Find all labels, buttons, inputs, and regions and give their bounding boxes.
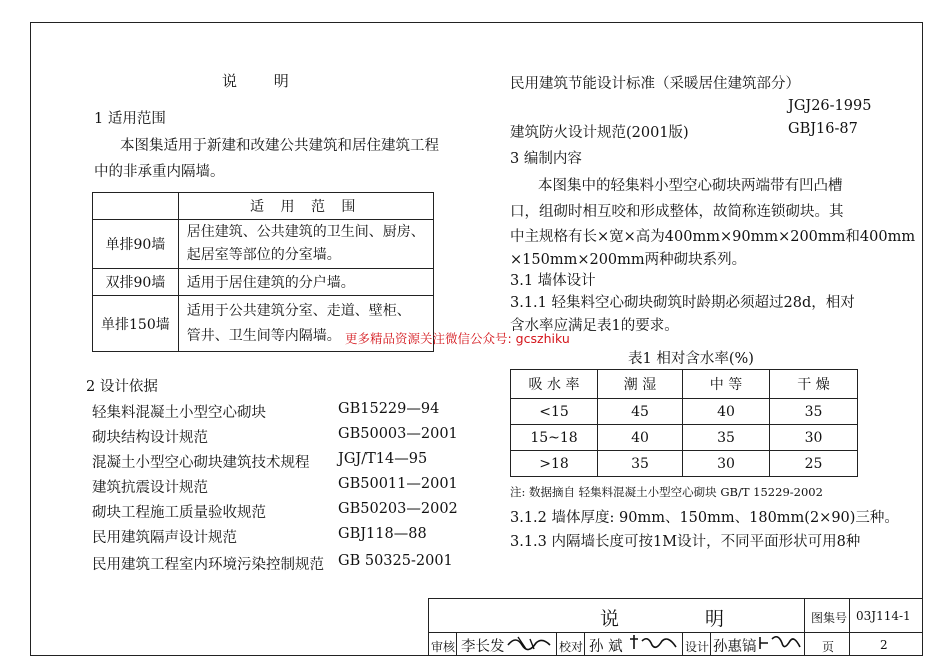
review-name: 李长发 <box>461 639 505 655</box>
section3-heading: 3 编制内容 <box>510 151 582 167</box>
review-signature-icon <box>506 633 554 653</box>
page-title: 说 明 <box>222 72 305 90</box>
moisture-table-header-row <box>511 370 858 399</box>
list-item: 砌块结构设计规范 <box>92 430 208 446</box>
list-item-code: GB 50325-2001 <box>338 553 453 569</box>
proof-name: 孙 斌 <box>589 639 623 655</box>
list-item-code: GB50203—2002 <box>338 501 458 517</box>
section1-heading: 1 适用范围 <box>94 111 166 127</box>
scope-row-desc-line: 起居室等部位的分室墙。 <box>186 247 341 263</box>
table-row <box>511 399 858 425</box>
title-block-divider <box>456 632 457 656</box>
moisture-cell: 40 <box>598 425 683 451</box>
scope-row-desc-line: 适用于公共建筑分室、走道、壁柜、 <box>186 302 411 319</box>
title-block-title: 说 明 <box>600 608 765 630</box>
scope-table-header: 适 用 范 围 <box>178 193 433 220</box>
subsection-3-1-heading: 3.1 墙体设计 <box>510 273 596 289</box>
list-item: 民用建筑隔声设计规范 <box>92 530 237 546</box>
section1-line2: 中的非承重内隔墙。 <box>94 164 225 180</box>
moisture-table-note: 注: 数据摘自 轻集料混凝土小型空心砌块 GB/T 15229-2002 <box>510 485 823 499</box>
list-item-code: GB15229—94 <box>338 401 440 417</box>
review-label: 审核 <box>431 640 456 654</box>
clause-3-1-3: 3.1.3 内隔墙长度可按1M设计，不同平面形状可用8种 <box>510 534 861 550</box>
moisture-cell: 35 <box>683 425 770 451</box>
clause-3-1-1-line: 3.1.1 轻集料空心砌块砌筑时龄期必须超过28d，相对 <box>510 295 855 311</box>
moisture-cell: 45 <box>598 399 683 425</box>
list-item-code: GBJ118—88 <box>338 526 427 542</box>
table-row <box>511 451 858 477</box>
atlas-number-label: 图集号 <box>811 611 848 625</box>
moisture-cell: >18 <box>511 451 598 477</box>
title-block-divider <box>849 598 850 656</box>
standard-2-code: GBJ16-87 <box>788 121 858 137</box>
section3-para-line: 本图集中的轻集料小型空心砌块两端带有凹凸槽 <box>538 178 843 194</box>
scope-table <box>92 192 434 352</box>
scope-row-desc <box>178 220 433 269</box>
scope-row-name: 双排90墙 <box>93 269 179 296</box>
list-item-code: JGJ/T14—95 <box>338 451 428 467</box>
section3-para-line: 中主规格有长×宽×高为400mm×90mm×200mm和400mm <box>510 229 916 245</box>
page-label: 页 <box>822 640 835 654</box>
moisture-table <box>510 369 858 477</box>
design-name: 孙惠镐 <box>713 639 757 655</box>
title-block-divider <box>682 632 683 656</box>
design-signature-icon <box>758 633 802 653</box>
title-block-divider <box>556 632 557 656</box>
moisture-cell: 15~18 <box>511 425 598 451</box>
scope-row-desc: 适用于居住建筑的分户墙。 <box>178 269 433 296</box>
design-label: 设计 <box>685 640 710 654</box>
clause-3-1-1-line: 含水率应满足表1的要求。 <box>510 318 679 334</box>
moisture-table-title: 表1 相对含水率(%) <box>628 351 754 367</box>
section3-para-line: ×150mm×200mm两种砌块系列。 <box>510 252 747 268</box>
table-row <box>93 220 434 269</box>
moisture-cell: <15 <box>511 399 598 425</box>
moisture-cell: 35 <box>598 451 683 477</box>
scope-row-desc-line: 居住建筑、公共建筑的卫生间、厨房、 <box>186 224 425 240</box>
standard-1-code: JGJ26-1995 <box>788 98 872 114</box>
page-number: 2 <box>880 638 888 652</box>
list-item: 建筑抗震设计规范 <box>92 480 208 496</box>
list-item: 轻集料混凝土小型空心砌块 <box>92 405 266 421</box>
table-row <box>511 425 858 451</box>
proof-signature-icon <box>628 633 680 653</box>
scope-row-name: 单排90墙 <box>93 220 179 269</box>
moisture-cell: 35 <box>770 399 858 425</box>
list-item: 砌块工程施工质量验收规范 <box>92 505 266 521</box>
scope-row-name: 单排150墙 <box>93 296 179 352</box>
title-block-divider <box>804 598 805 656</box>
proof-label: 校对 <box>559 640 584 654</box>
title-block-divider <box>584 632 585 656</box>
moisture-cell: 40 <box>683 399 770 425</box>
section3-para-line: 口，组砌时相互咬和形成整体，故简称连锁砌块。其 <box>510 204 844 220</box>
moisture-header-cell: 潮 湿 <box>598 370 683 399</box>
list-item-code: GB50003—2001 <box>338 426 458 442</box>
section2-heading: 2 设计依据 <box>86 379 158 395</box>
moisture-header-cell: 吸 水 率 <box>511 370 598 399</box>
atlas-number-value: 03J114-1 <box>856 609 911 623</box>
moisture-cell: 30 <box>683 451 770 477</box>
title-block-divider <box>710 632 711 656</box>
moisture-cell: 25 <box>770 451 858 477</box>
table-row <box>93 269 434 296</box>
list-item-code: GB50011—2001 <box>338 476 458 492</box>
list-item: 民用建筑工程室内环境污染控制规范 <box>92 557 324 573</box>
section1-line1: 本图集适用于新建和改建公共建筑和居住建筑工程 <box>120 138 439 154</box>
list-item: 混凝土小型空心砌块建筑技术规程 <box>92 455 310 471</box>
moisture-header-cell: 干 燥 <box>770 370 858 399</box>
scope-table-header-row <box>93 193 434 220</box>
moisture-cell: 30 <box>770 425 858 451</box>
moisture-header-cell: 中 等 <box>683 370 770 399</box>
standard-2-name: 建筑防火设计规范(2001版) <box>510 125 689 141</box>
clause-3-1-2: 3.1.2 墙体厚度: 90mm、150mm、180mm(2×90)三种。 <box>510 510 899 526</box>
watermark-text: 更多精品资源关注微信公众号: gcszhiku <box>345 331 570 346</box>
scope-table-corner <box>93 193 179 220</box>
scope-row-desc-line: 管井、卫生间等内隔墙。 <box>186 327 341 344</box>
standard-1-name: 民用建筑节能设计标准（采暖居住建筑部分） <box>510 76 800 92</box>
